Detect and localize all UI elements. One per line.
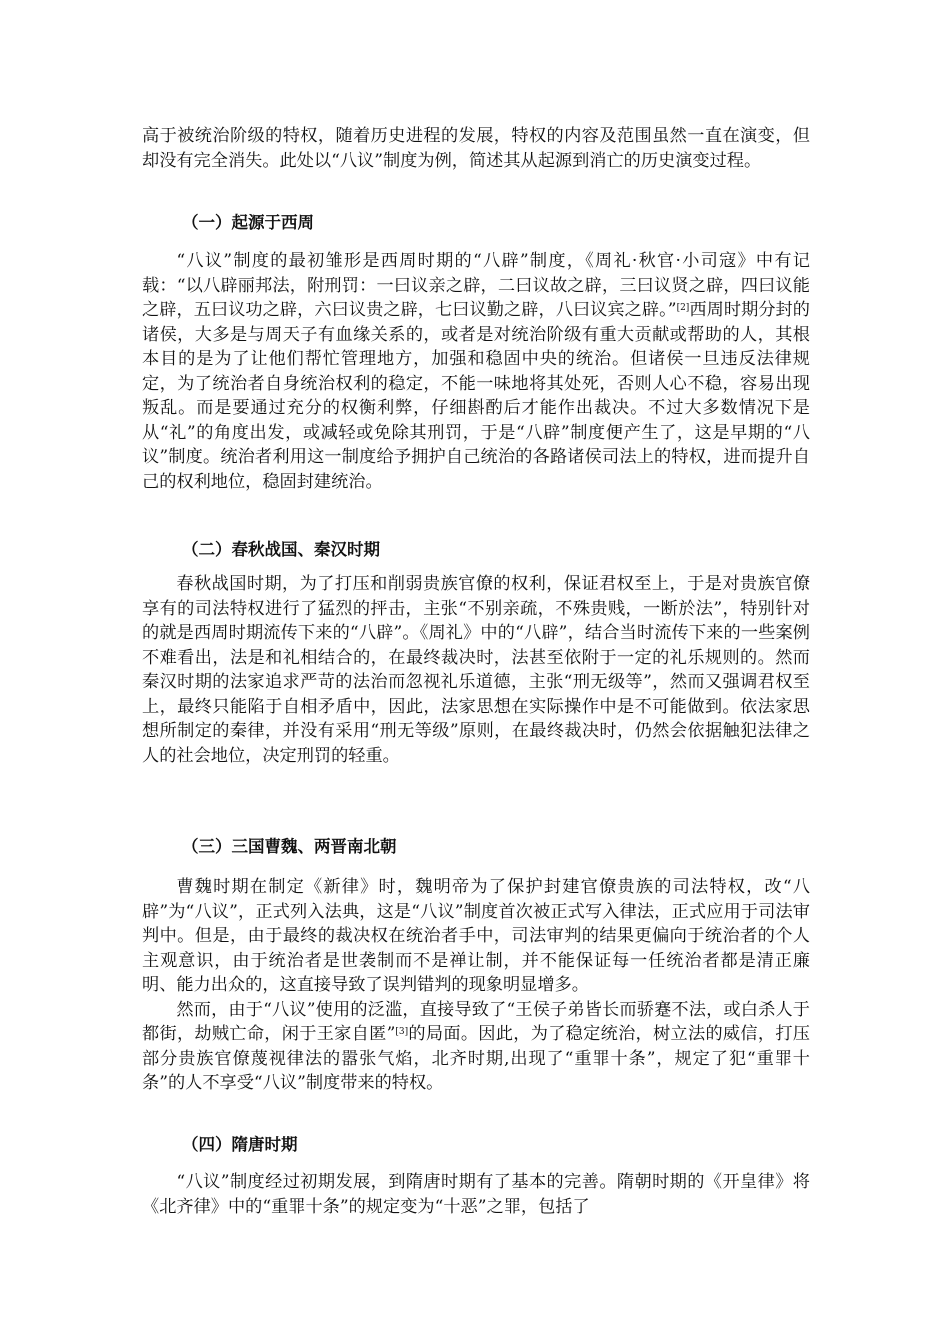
section-heading-1: （一）起源于西周 bbox=[182, 213, 314, 232]
section-2-paragraph-1: 春秋战国时期，为了打压和削弱贵族官僚的权利，保证君权至上，于是对贵族官僚享有的司法特权进行了猛烈的抨击，主张“不别亲疏，不殊贵贱，一断於法”，特别针对的就是西周时期流传下来的“八辟”。《周礼》中的“八辟”，结合当时流传下来的一些案例不难看出，法是和礼相结合的，在最终裁决时，法甚至依附于一定的礼乐规则的。然而秦汉时期的法家追求严苛的法治而忽视礼乐道德，主张“刑无级等”，然而又强调君权至上，最终只能陷于自相矛盾中，因此，法家思想在实际操作中是不可能做到。依法家思想所制定的秦律，并没有采用“刑无等级”原则，在最终裁决时，仍然会依据触犯法律之人的社会地位，决定刑罚的轻重。 bbox=[142, 574, 810, 766]
section-3-paragraph-2 bbox=[142, 998, 810, 1096]
section-3-paragraph-1: 曹魏时期在制定《新律》时，魏明帝为了保护封建官僚贵族的司法特权，改“八辟”为“八议”，正式列入法典，这是“八议”制度首次被正式写入律法，正式应用于司法审判中。但是，由于最终的裁决权在统治者手中，司法审判的结果更偏向于统治者的个人主观意识，由于统治者是世袭制而不是禅让制，并不能保证每一任统治者都是清正廉明、能力出众的，这直接导致了误判错判的现象明显增多。 bbox=[142, 877, 810, 995]
section-heading-3: （三）三国曹魏、两晋南北朝 bbox=[182, 837, 397, 856]
intro-paragraph: 高于被统治阶级的特权，随着历史进程的发展，特权的内容及范围虽然一直在演变，但却没有完全消失。此处以“八议”制度为例，简述其从起源到消亡的历史演变过程。 bbox=[142, 126, 810, 171]
section-2-body bbox=[142, 572, 810, 768]
paragraph-text: 然而，由于“八议”使用的泛滥，直接导致了“王侯子弟皆长而骄蹇不法，或白杀人于都街，劫贼亡命，闲于王家自匿” bbox=[142, 999, 810, 1044]
intro-paragraph-block bbox=[142, 124, 810, 173]
section-1-body bbox=[142, 249, 810, 494]
section-3-body bbox=[142, 875, 810, 1096]
citation-ref: [2] bbox=[676, 303, 690, 313]
section-heading-4: （四）隋唐时期 bbox=[182, 1135, 298, 1154]
paragraph-text: 西周时期分封的诸侯，大多是与周天子有血缘关系的，或者是对统治阶级有重大贡献或帮助的人，其根本目的是为了让他们帮忙管理地方，加强和稳固中央的统治。但诸侯一旦违反法律规定，为了统治者自身统治权利的稳定，不能一味地将其处死，否则人心不稳，容易出现叛乱。而是要通过充分的权衡利弊，仔细斟酌后才能作出裁决。不过大多数情况下是从“礼”的角度出发，或减轻或免除其刑罚，于是“八辟”制度便产生了，这是早期的“八议”制度。统治者利用这一制度给予拥护自己统治的各路诸侯司法上的特权，进而提升自己的权利地位，稳固封建统治。 bbox=[142, 300, 810, 492]
citation-ref: [3] bbox=[395, 1027, 409, 1037]
section-1-paragraph-1 bbox=[142, 249, 810, 494]
section-heading-2: （二）春秋战国、秦汉时期 bbox=[182, 540, 380, 559]
section-4-paragraph-1: “八议”制度经过初期发展，到隋唐时期有了基本的完善。隋朝时期的《开皇律》将《北齐律》中的“重罪十条”的规定变为“十恶”之罪，包括了 bbox=[142, 1172, 810, 1217]
paragraph-text: 的局面。因此，为了稳定统治，树立法的威信，打压部分贵族官僚蔑视律法的嚣张气焰，北齐时期,出现了“重罪十条”，规定了犯“重罪十条”的人不享受“八议”制度带来的特权。 bbox=[142, 1024, 810, 1093]
section-4-body bbox=[142, 1170, 810, 1219]
paragraph-text: “八议”制度的最初雏形是西周时期的“八辟”制度，《周礼·秋官·小司寇》中有记载：“以八辟丽邦法，附刑罚：一曰议亲之辟，二曰议故之辟，三曰议贤之辟，四曰议能之辟，五曰议功之辟，六曰议贵之辟，七曰议勤之辟，八曰议宾之辟。” bbox=[142, 251, 810, 320]
